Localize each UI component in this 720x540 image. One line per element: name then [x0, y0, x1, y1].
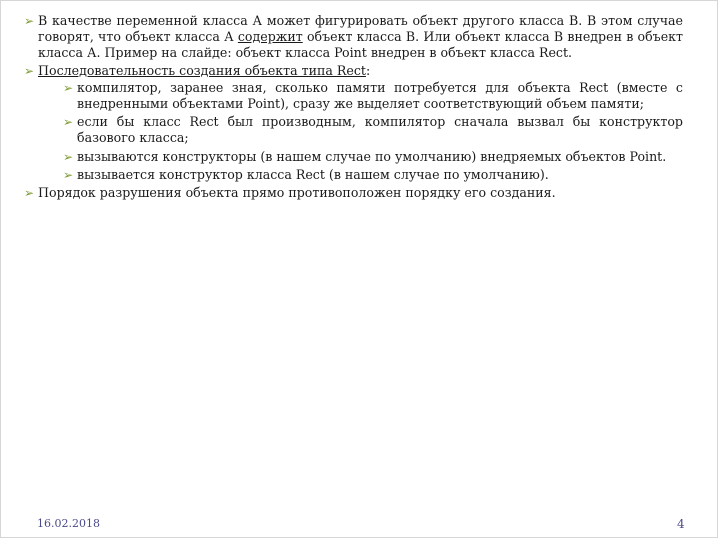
sub-bullet-4 [23, 167, 683, 183]
page-number: 4 [677, 517, 685, 531]
bullet-2 [23, 63, 683, 79]
sub-bullet-3 [23, 149, 683, 165]
arrow-bullet-icon: ➢ [24, 63, 35, 78]
arrow-bullet-icon: ➢ [63, 80, 74, 95]
sub-bullet-1 [23, 80, 683, 112]
bullet-1-text-after: объект класса В. Или объект класса В внедрен в объект класса А. Пример на слайде: объект класса Point внедрен в объект класса Rect. [38, 29, 683, 61]
arrow-bullet-icon: ➢ [24, 186, 35, 201]
bullet-1-text-before: В качестве переменной класса А может фигурировать объект другого класса В. В этом случае говорят, что объект класса А [38, 13, 683, 45]
arrow-bullet-icon: ➢ [63, 115, 74, 130]
bullet-1 [23, 13, 683, 62]
bullet-1-underlined: содержит [237, 29, 303, 45]
arrow-bullet-icon: ➢ [63, 149, 74, 164]
bullet-2-colon: : [365, 62, 371, 78]
bullet-3-text: Порядок разрушения объекта прямо противоположен порядку его создания. [38, 185, 556, 201]
arrow-bullet-icon: ➢ [24, 14, 35, 28]
arrow-bullet-icon: ➢ [63, 167, 74, 182]
slide-body [23, 13, 683, 202]
sub-bullet-3-text: вызываются конструкторы (в нашем случае по умолчанию) внедряемых объектов Point. [77, 148, 667, 164]
sub-bullet-4-text: вызывается конструктор класса Rect (в нашем случае по умолчанию). [77, 166, 549, 182]
sub-bullet-1-text: компилятор, заранее зная, сколько памяти потребуется для объекта Rect (вместе с внедренными объектами Point), сразу же выделяет соответствующий объем памяти; [77, 79, 683, 112]
bullet-2-heading: Последовательность создания объекта типа Rect [38, 62, 366, 78]
footer-date: 16.02.2018 [37, 517, 100, 530]
sub-bullet-2 [23, 114, 683, 146]
bullet-3 [23, 185, 683, 201]
sub-bullet-2-text: если бы класс Rect был производным, компилятор сначала вызвал бы конструктор базового класса; [77, 114, 683, 146]
